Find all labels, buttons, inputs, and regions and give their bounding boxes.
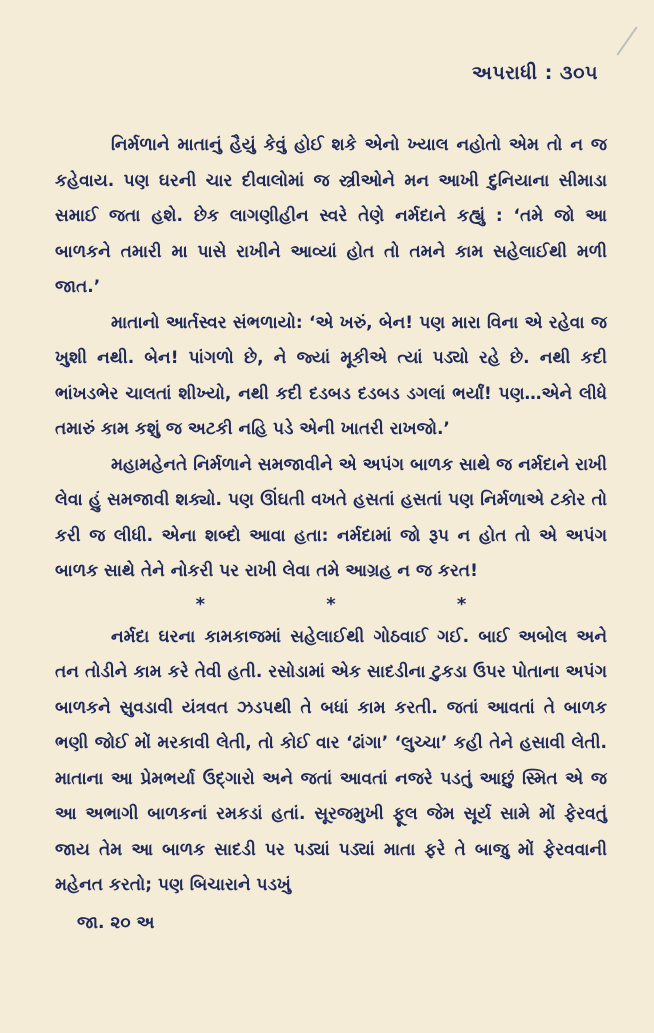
paragraph-2: માતાનો આર્તસ્વર સંભળાયો: ‘એ ખરું, બેન! પણ મારા વિના એ રહેવા જ ખુશી નથી. બેન! પાંગળો છે, ને જ્યાં મૂકીએ ત્યાં પડ્યો રહે છે. નથી કદી ભાંખડભેર ચાલતાં શીખ્યો, નથી કદી દડબડ દડબડ ડગલાં ભર્યાં! પણ…એને લીધે તમારું કામ કશું જ અટકી નહિ પડે એની ખાતરી રાખજો.’ [55, 312, 607, 439]
paragraph-4: નર્મદા ઘરના કામકાજમાં સહેલાઈથી ગોઠવાઈ ગઈ. બાઈ અબોલ અને તન તોડીને કામ કરે તેવી હતી. રસોડામાં એક સાદડીના ટુકડા ઉપર પોતાના અપંગ બાળકને સુવડાવી યંત્રવત ઝડપથી તે બધાં કામ કરતી. જતાં આવતાં તે બાળક ભણી જોઈ મોં મરકાવી લેતી, તો કોઈ વાર ‘ઢાંગા’ ‘લુચ્ચા’ કહી તેને હસાવી લેતી. માતાના આ પ્રેમભર્યા ઉદ્‌ગારો અને જતાં આવતાં નજરે પડતું આછું સ્મિત એ જ આ અભાગી બાળકનાં રમકડાં હતાં. સૂરજમુખી ફૂલ જેમ સૂર્ય સામે મોં ફેરવતું જાય તેમ આ બાળક સાદડી પર પડ્યાં પડ્યાં માતા ફરે તે બાજુ મોં ફેરવવાની મહેનત કરતો; પણ બિચારાને પડખું [55, 626, 607, 895]
separator-star: * [326, 593, 336, 615]
running-head: અપરાધી : ૩૦૫ [471, 62, 598, 84]
paragraph-1: નિર્મળાને માતાનું હૈયું કેવું હોઈ શકે એનો ખ્યાલ નહોતો એમ તો ન જ કહેવાય. પણ ઘરની ચાર દીવાલોમાં જ સ્ત્રીઓને મન આખી દુનિયાના સીમાડા સમાઈ જતા હશે. છેક લાગણીહીન સ્વરે તેણે નર્મદાને કહ્યું : ‘તમે જો આ બાળકને તમારી મા પાસે રાખીને આવ્યાં હોત તો તમને કામ સહેલાઈથી મળી જાત.’ [55, 135, 607, 297]
separator-star: * [195, 593, 206, 615]
section-separator [55, 590, 607, 620]
paragraph-3: મહામહેનતે નિર્મળાને સમજાવીને એ અપંગ બાળક સાથે જ નર્મદાને રાખી લેવા હું સમજાવી શક્યો. પણ ઊંઘતી વખતે હસતાં હસતાં પણ નિર્મળાએ ટકોર તો કરી જ લીધી. એના શબ્દો આવા હતા: નર્મદામાં જો રૂપ ન હોત તો એ અપંગ બાળક સાથે તેને નોકરી પર રાખી લેવા તમે આગ્રહ ન જ કરત! [55, 454, 607, 581]
page-corner-mark [616, 27, 637, 56]
separator-star: * [456, 593, 467, 615]
body-text [55, 128, 607, 941]
printer-signature-mark: જા. ૨૦ અ [77, 912, 155, 933]
